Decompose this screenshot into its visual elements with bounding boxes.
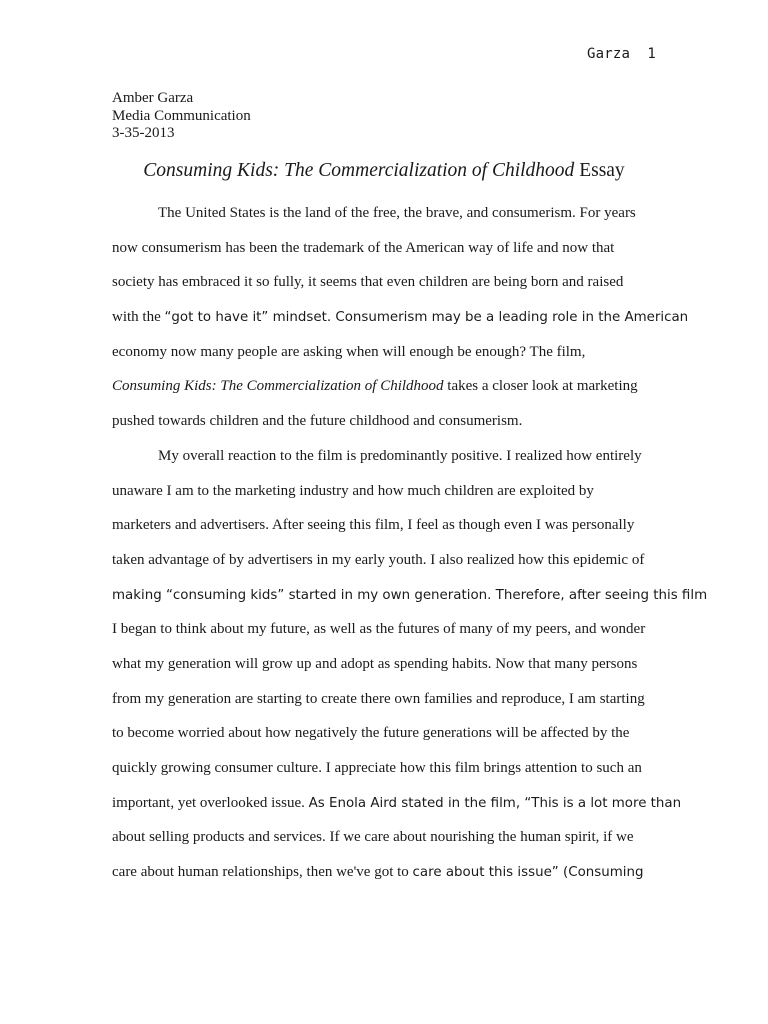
p1-line-6-rest: takes a closer look at marketing [443, 378, 638, 395]
p2-line-9: to become worried about how negatively the future generations will be affected by the [112, 725, 630, 742]
p2-line-12: about selling products and services. If we care about nourishing the human spirit, if we [112, 829, 634, 846]
p1-line-4-rest: “got to have it” mindset. Consumerism may be a leading role in the American [164, 310, 689, 326]
mla-heading [112, 90, 251, 143]
p2-line-13-start: care about human relationships, then we've got to [112, 864, 413, 881]
p1-line-1: The United States is the land of the free, the brave, and consumerism. For years [158, 205, 636, 221]
p1-line-4 [112, 303, 689, 338]
essay-date: 3-35-2013 [112, 125, 175, 141]
p1-line-3: society has embraced it so fully, it seems that even children are being born and raised [112, 274, 624, 291]
p1-line-7: pushed towards children and the future childhood and consumerism. [112, 413, 523, 430]
p2-line-4: taken advantage of by advertisers in my early youth. I also realized how this epidemic of [112, 551, 645, 568]
p2-line-10: quickly growing consumer culture. I appreciate how this film brings attention to such an [112, 760, 642, 776]
p2-line-6: I began to think about my future, as well as the futures of many of my peers, and wonder [112, 621, 646, 638]
header-surname: Garza [586, 46, 631, 62]
p2-line-5: making “consuming kids” started in my own generation. Therefore, after seeing this film [112, 587, 708, 603]
p1-line-5: economy now many people are asking when will enough be enough? The film, [112, 343, 586, 360]
essay-title [0, 158, 768, 184]
p2-line-8: from my generation are starting to create there own families and reproduce, I am starting [112, 690, 645, 707]
p2-line-1: My overall reaction to the film is predominantly positive. I realized how entirely [158, 447, 642, 464]
p1-line-6 [112, 372, 656, 407]
p2-line-2: unaware I am to the marketing industry and how much children are exploited by [112, 482, 594, 499]
p2-line-13 [112, 858, 656, 893]
title-film-name: Consuming Kids: The Commercialization of Childhood [143, 160, 575, 181]
running-header [587, 46, 656, 62]
p2-line-13-rest: care about this issue” (Consuming [412, 865, 644, 881]
p1-film-title: Consuming Kids: The Commercialization of Childhood [112, 378, 444, 395]
p2-line-11 [112, 789, 682, 824]
course-name: Media Communication [112, 107, 251, 124]
essay-body [112, 199, 708, 893]
title-suffix: Essay [574, 160, 625, 181]
p2-line-7: what my generation will grow up and adopt as spending habits. Now that many persons [112, 655, 638, 672]
p2-line-11-start: important, yet overlooked issue. [112, 794, 309, 811]
p1-line-2: now consumerism has been the trademark of the American way of life and now that [112, 239, 615, 256]
author-name: Amber Garza [112, 90, 194, 106]
header-page-number: 1 [647, 46, 656, 62]
p2-line-3: marketers and advertisers. After seeing this film, I feel as though even I was personally [112, 517, 635, 534]
p1-line-4-start: with the [112, 309, 165, 326]
p2-line-11-rest: As Enola Aird stated in the film, “This is a lot more than [308, 795, 682, 811]
